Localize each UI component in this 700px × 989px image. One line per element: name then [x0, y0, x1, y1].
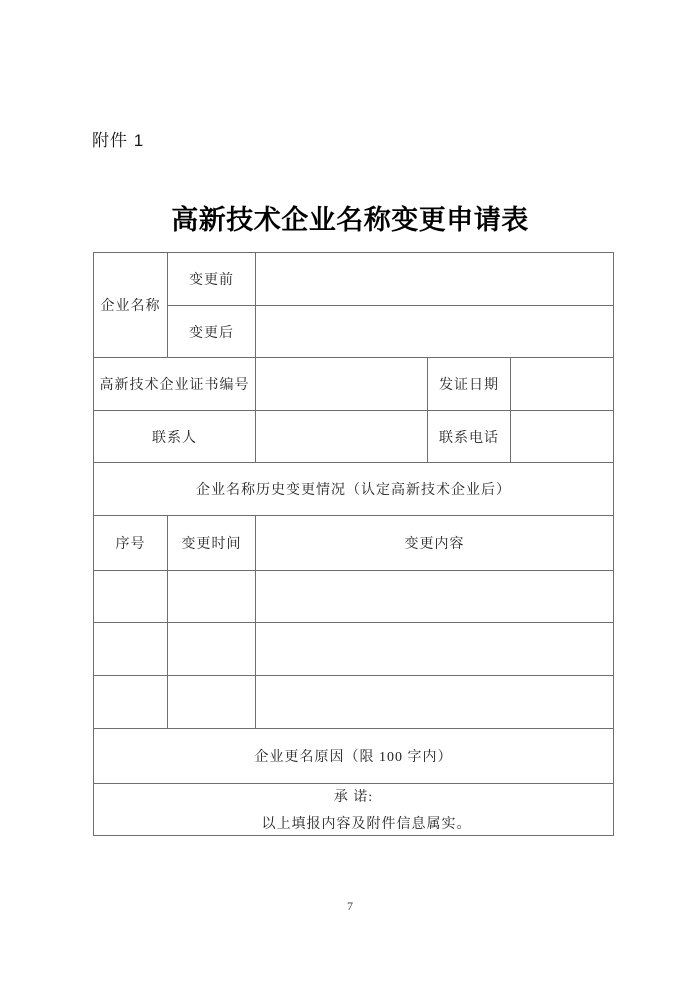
- history-header-seq-text: 序号: [115, 537, 146, 552]
- row-name-before: [94, 253, 614, 306]
- history-header-content: [256, 516, 614, 571]
- commitment-text: 以上填报内容及附件信息属实。: [261, 817, 472, 832]
- history-cell-time: [168, 676, 256, 729]
- name-after-label: [168, 306, 256, 358]
- issue-date-value-cell: [511, 358, 614, 411]
- certificate-number-value-cell: [256, 358, 428, 411]
- issue-date-label: [428, 358, 511, 411]
- name-before-value-cell: [256, 253, 614, 306]
- page-title: 高新技术企业名称变更申请表: [171, 205, 529, 235]
- row-certificate: [94, 358, 614, 411]
- row-contact: [94, 411, 614, 463]
- history-cell-time: [168, 623, 256, 676]
- contact-person-label: [94, 411, 256, 463]
- page-number: 7: [347, 899, 353, 913]
- contact-person-label-text: 联系人: [152, 430, 197, 446]
- contact-phone-label-text: 联系电话: [439, 430, 499, 446]
- name-before-label-text: 变更前: [189, 273, 234, 288]
- rename-reason-label-text: 企业更名原因（限 100 字内）: [254, 750, 453, 765]
- history-cell-seq: [94, 623, 168, 676]
- row-name-after: [94, 306, 614, 358]
- history-cell-seq: [94, 676, 168, 729]
- issue-date-label-text: 发证日期: [439, 378, 499, 393]
- row-history-section-title: [94, 463, 614, 516]
- row-commitment: [94, 784, 614, 836]
- history-section-title-text: 企业名称历史变更情况（认定高新技术企业后）: [196, 483, 511, 498]
- attachment-label: 附件 1: [92, 131, 145, 150]
- history-header-content-text: 变更内容: [404, 537, 465, 552]
- name-after-value-cell: [256, 306, 614, 358]
- history-row: [94, 676, 614, 729]
- contact-person-value-cell: [256, 411, 428, 463]
- row-history-header: [94, 516, 614, 571]
- name-after-label-text: 变更后: [189, 325, 234, 341]
- history-row: [94, 571, 614, 623]
- row-rename-reason: [94, 729, 614, 784]
- contact-phone-label: [428, 411, 511, 463]
- application-form-table: [93, 252, 614, 836]
- name-before-label: [168, 253, 256, 306]
- history-section-title: [94, 463, 614, 516]
- history-cell-content: [256, 676, 614, 729]
- enterprise-name-label: [94, 253, 168, 358]
- enterprise-name-label-text: 企业名称: [100, 299, 161, 314]
- history-cell-time: [168, 571, 256, 623]
- commitment-cell: [94, 784, 614, 836]
- history-cell-content: [256, 571, 614, 623]
- history-header-seq: [94, 516, 168, 571]
- history-row: [94, 623, 614, 676]
- rename-reason-cell: [94, 729, 614, 784]
- history-header-time-text: 变更时间: [181, 537, 242, 552]
- commitment-label-text: 承 诺:: [333, 790, 374, 805]
- certificate-number-label-text: 高新技术企业证书编号: [99, 378, 250, 393]
- history-header-time: [168, 516, 256, 571]
- history-cell-seq: [94, 571, 168, 623]
- certificate-number-label: [94, 358, 256, 411]
- history-cell-content: [256, 623, 614, 676]
- contact-phone-value-cell: [511, 411, 614, 463]
